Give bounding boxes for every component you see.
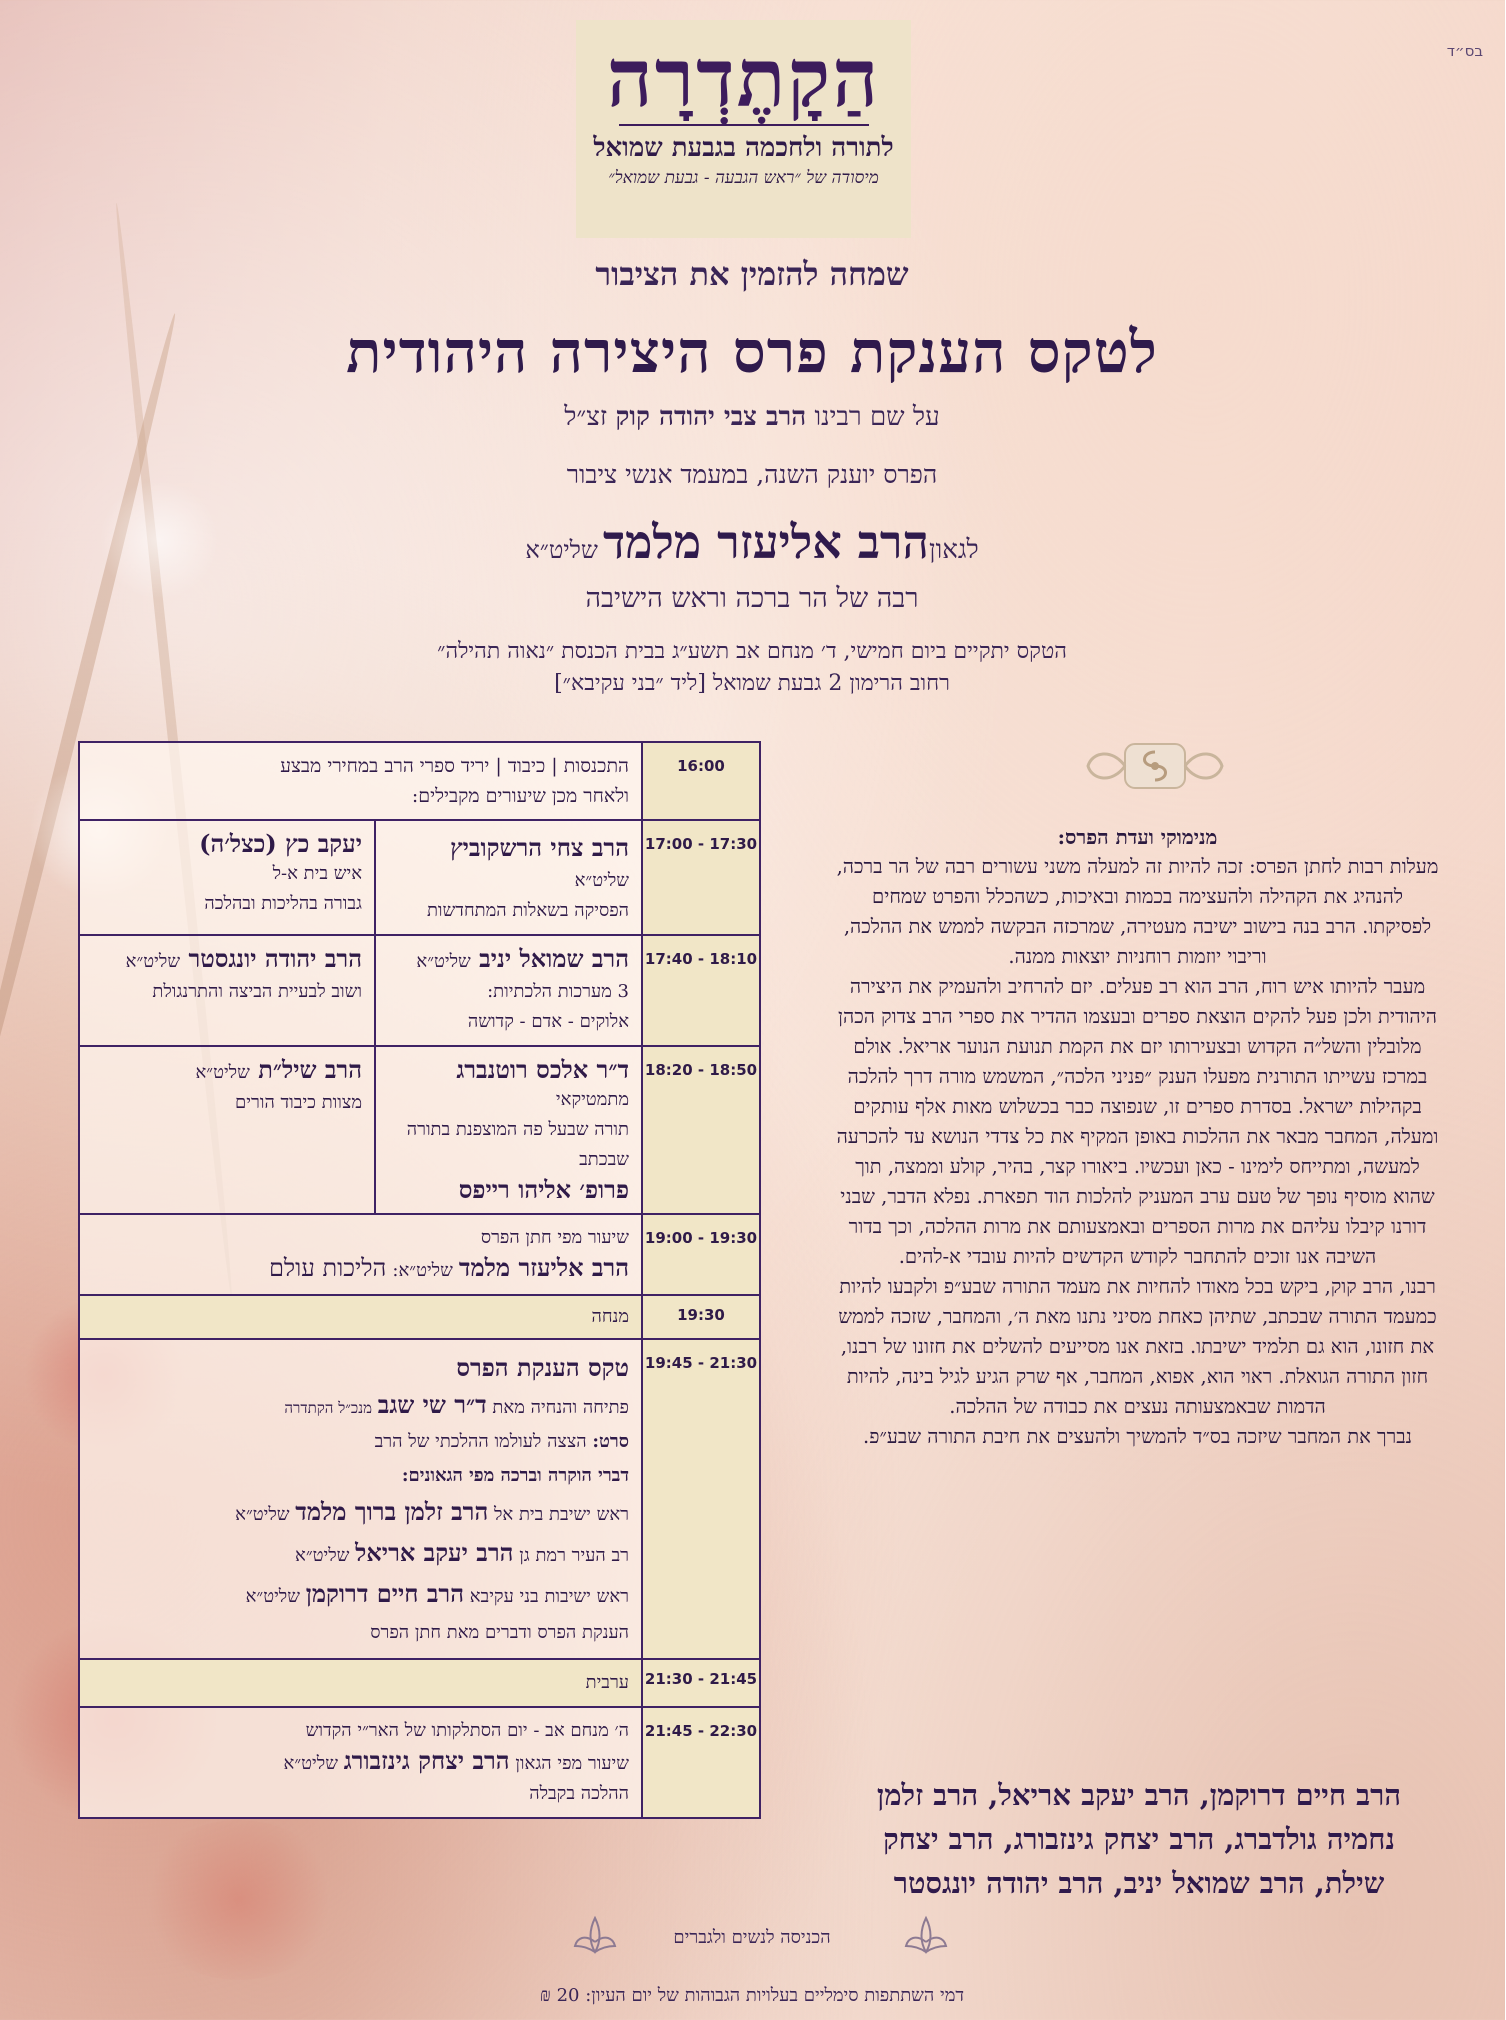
schedule-time: 19:00 - 19:30 <box>643 1214 761 1295</box>
lecturer-name: הרב צחי הרשקוביץ <box>451 833 630 862</box>
laureate-line <box>0 515 1506 569</box>
schedule-cell <box>80 1707 643 1818</box>
schedule-time: 18:20 - 18:50 <box>643 1046 761 1214</box>
laureate-name: הרב אליעזר מלמד <box>603 515 930 569</box>
committee-rationale <box>837 822 1440 1452</box>
lecturer-name: יעקב כץ (כצל׳ה) <box>200 829 363 858</box>
lecturer-suffix: שליט״א: <box>393 1260 454 1281</box>
schedule-text: שיעור מפי הגאון <box>516 1753 630 1774</box>
schedule-time: 16:00 <box>643 742 761 820</box>
lecturer-suffix: שליט״א <box>246 1586 301 1607</box>
lecturer-suffix: שליט״א <box>126 951 182 972</box>
venue-line-2: רחוב הרימון 2 גבעת שמואל [ליד ״בני עקיבא״] <box>555 671 951 696</box>
lecturer-suffix: מנכ״ל הקתדרה <box>285 1399 374 1417</box>
ornament-icon <box>1083 738 1229 794</box>
lecturer-title: מתמטיקאי <box>556 1089 630 1110</box>
schedule-row <box>80 1214 761 1295</box>
logo-title: הַקָתֶדְרָה <box>607 31 882 125</box>
lecture-topic: מצוות כיבוד הורים <box>236 1092 363 1113</box>
lecture-topic: תורה שבעל פה המוצפנת בתורה שבכתב <box>407 1119 630 1170</box>
schedule-cell <box>80 820 376 935</box>
lecturer-suffix: שליט״א <box>284 1753 339 1774</box>
year-line: הפרס יוענק השנה, במעמד אנשי ציבור <box>567 460 939 489</box>
schedule-cell <box>376 935 643 1046</box>
schedule-text: ראש ישיבות בני עקיבא <box>470 1586 630 1607</box>
rationale-paragraph: רבנו, הרב קוק, ביקש בכל מאודו להחיות את מעמד התורה שבע״פ ולקבעו להיות כמעמד התורה שבכתב, שתיהן כאחת מסיני נתנו מאת ה׳, והמחבר, שזכה לממש את חזונו, הוא גם תלמיד ישיבתו. בזאת אנו מסייעים להשלים את חזונו של רבנו, חזון התורה הגואלת. ראוי הוא, אפוא, המחבר, אף שרק הגיע לגיל בינה, להיות הדמות שבאמצעותה נעצים את כבודה של ההלכה. <box>839 1275 1438 1418</box>
schedule-row <box>80 1707 761 1818</box>
schedule-text: התכנסות | כיבוד | יריד ספרי הרב במחירי מבצע <box>281 755 630 777</box>
schedule-text: ראש ישיבת בית אל <box>495 1504 630 1525</box>
lecturer-name: ד״ר אלכס רוטנברג <box>457 1055 630 1084</box>
lecturer-name: הרב שמואל יניב <box>480 944 630 973</box>
in-name-line <box>0 402 1506 432</box>
lecture-topic: גבורה בהליכות ובהלכה <box>205 893 363 914</box>
lecturer-name: הרב יעקב אריאל <box>356 1538 515 1567</box>
lecturer-suffix: שליט״א <box>236 1504 291 1525</box>
signers-line: שילת, הרב שמואל יניב, הרב יהודה יונגסטר <box>894 1866 1386 1900</box>
schedule-text: רב העיר רמת גן <box>520 1545 630 1566</box>
schedule-row <box>80 1339 761 1659</box>
blossom-decoration <box>140 1820 340 1980</box>
schedule-row <box>80 820 761 935</box>
schedule-text: דברי הוקרה וברכה מפי הגאונים: <box>402 1465 630 1486</box>
rationale-paragraph: מעבר להיותו איש רוח, הרב הוא רב פעלים. יזם להרחיב ולהעמיק את היצירה היהודית ולכן פעל להקים הוצאת ספרים ובעצמו ההדיר את ספרי הרב צדוק הכהן מלובלין והשל״ה הקדוש ובצעירותו יזם את הקמת תנועת הנוער אריאל. אולם במרכז עשייתו התורנית מפעלו הענק ״פניני הלכה״, המשמש מורה דרך להלכה בקהילות ישראל. בסדרת ספרים זו, שנפוצה כבר בכשלוש מאות אלף עותקים ומעלה, המחבר מבאר את ההלכות באופן המקיף את כל צדדי הנושא עד להכרעה למעשה, ומתייחס לימינו - כאן ועכשיו. ביאורו קצר, בהיר, קולע וממצה, תוך שהוא מוסיף נופך של טעם ערב המעניק להלכות הוד תפארת. נפלא הדבר, שבני דורנו קיבלו עליהם את מרות הספרים ובאמצעותם את מרות ההלכה, וכך בדור השיבה אנו זוכים להתחבר לקודש הקדשים להיות עובדי א-להים. <box>837 975 1440 1268</box>
schedule-row <box>80 742 761 820</box>
lecture-topic: ההלכה בקבלה <box>530 1783 630 1804</box>
schedule-text: שיעור מפי חתן הפרס <box>481 1227 630 1248</box>
lecture-topic: הליכות עולם <box>269 1254 388 1282</box>
schedule-cell <box>80 1339 643 1659</box>
schedule-text: מנחה <box>592 1306 630 1327</box>
lecturer-name: הרב אליעזר מלמד <box>459 1253 630 1282</box>
schedule-text: הצצה לעולמו ההלכתי של הרב <box>375 1431 588 1452</box>
lecturer-name: ד״ר שי שגב <box>378 1390 488 1419</box>
schedule-cell <box>80 1214 643 1295</box>
schedule-time: 17:00 - 17:30 <box>643 820 761 935</box>
venue-line-1: הטקס יתקיים ביום חמישי, ד׳ מנחם אב תשע״ג בבית הכנסת ״נאוה תהילה״ <box>438 639 1068 664</box>
schedule-row <box>80 1046 761 1214</box>
lecturer-suffix: שליט״א <box>196 1062 251 1083</box>
rationale-heading: מנימוקי ועדת הפרס: <box>1058 825 1219 849</box>
rationale-paragraph: מעלות רבות לחתן הפרס: זכה להיות זה למעלה משני עשורים רבה של הר ברכה, להנהיג את הקהילה ולהעצימה בכמות ובאיכות, כשהכלל והפרט שמחים לפסיקתו. הרב בנה בישוב ישיבה מעטירה, שמרכזה הבקשה לממש את ההלכה, וריבוי יוזמות רוחניות יוצאות ממנה. <box>837 855 1440 968</box>
in-name-prefix: על שם רבינו <box>815 402 941 432</box>
schedule-text: ה׳ מנחם אב - יום הסתלקותו של האר״י הקדוש <box>306 1720 630 1741</box>
laureate-role: רבה של הר ברכה וראש הישיבה <box>586 583 920 614</box>
schedule-text: פתיחה והנחיה מאת <box>493 1397 630 1418</box>
signers-line: נחמיה גולדברג, הרב יצחק גינזבורג, הרב יצחק <box>884 1822 1396 1856</box>
schedule-cell <box>376 1046 643 1214</box>
schedule-table <box>79 741 762 1819</box>
lecture-topic: הפסיקה בשאלות המתחדשות <box>427 900 630 921</box>
entry-note: הכניסה לנשים ולגברים <box>674 1927 832 1948</box>
schedule-cell <box>376 820 643 935</box>
lecturer-suffix: שליט״א <box>417 951 472 972</box>
fee-note: דמי השתתפות סימליים בעלויות הגבוהות של יום העיון: 20 ₪ <box>540 1985 966 2006</box>
lecturer-name: הרב חיים דרוקמן <box>306 1579 465 1608</box>
lecture-topic: ושוב לבעיית הביצה והתרנגולת <box>153 981 363 1002</box>
rationale-paragraph: נברך את המחבר שיזכה בס״ד להמשיך ולהעצים את חיבת התורה שבע״פ. <box>864 1425 1413 1448</box>
schedule-text: הענקת הפרס ודברים מאת חתן הפרס <box>371 1622 630 1643</box>
in-name-suffix: זצ״ל <box>565 402 609 432</box>
schedule-cell <box>80 1659 643 1707</box>
lecturer-title: איש בית א-ל <box>273 863 363 884</box>
lecture-topic: אלוקים - אדם - קדושה <box>468 1011 630 1032</box>
in-name-bold: הרב צבי יהודה קוק <box>616 402 808 432</box>
schedule-cell <box>80 935 376 1046</box>
lecturer-name: פרופ׳ אליהו רייפס <box>459 1175 630 1204</box>
schedule-row <box>80 935 761 1046</box>
schedule-text: ערבית <box>586 1672 630 1693</box>
schedule-time: 19:30 <box>643 1295 761 1339</box>
logo-founded-by: מיסודה של ״ראש הגבעה - גבעת שמואל״ <box>609 168 880 188</box>
lecturer-name: הרב זלמן ברוך מלמד <box>296 1497 490 1526</box>
lecturer-name: הרב יצחק גינזבורג <box>344 1746 511 1775</box>
lecturer-name: הרב יהודה יונגסטר <box>189 944 363 973</box>
schedule-cell <box>80 1295 643 1339</box>
ceremony-heading: טקס הענקת הפרס <box>457 1353 630 1382</box>
invite-line: שמחה להזמין את הציבור <box>596 255 910 293</box>
schedule-time: 19:45 - 21:30 <box>643 1339 761 1659</box>
signers-line: הרב חיים דרוקמן, הרב יעקב אריאל, הרב זלמן <box>877 1778 1403 1812</box>
lecturer-name: הרב שיל״ת <box>259 1055 363 1084</box>
schedule-cell <box>80 742 643 820</box>
schedule-time: 17:40 - 18:10 <box>643 935 761 1046</box>
logo-subtitle: לתורה ולחכמה בגבעת שמואל <box>594 133 895 163</box>
schedule-time: 21:30 - 21:45 <box>643 1659 761 1707</box>
film-label: סרט: <box>593 1431 630 1452</box>
lecture-topic: 3 מערכות הלכתיות: <box>488 981 630 1002</box>
schedule-row <box>80 1659 761 1707</box>
laureate-suffix: שליט״א <box>526 536 599 564</box>
lecturer-suffix: שליט״א <box>575 870 630 891</box>
lecturer-suffix: שליט״א <box>296 1545 351 1566</box>
schedule-cell <box>80 1046 376 1214</box>
schedule-time: 21:45 - 22:30 <box>643 1707 761 1818</box>
schedule-row <box>80 1295 761 1339</box>
signers <box>820 1773 1460 1905</box>
laureate-prefix: לגאון <box>929 535 980 565</box>
schedule-text: ולאחר מכן שיעורים מקבילים: <box>412 785 630 807</box>
header-mark: בס״ד <box>1447 42 1484 60</box>
logo <box>577 20 912 238</box>
page-title: לטקס הענקת פרס היצירה היהודית <box>347 318 1159 386</box>
